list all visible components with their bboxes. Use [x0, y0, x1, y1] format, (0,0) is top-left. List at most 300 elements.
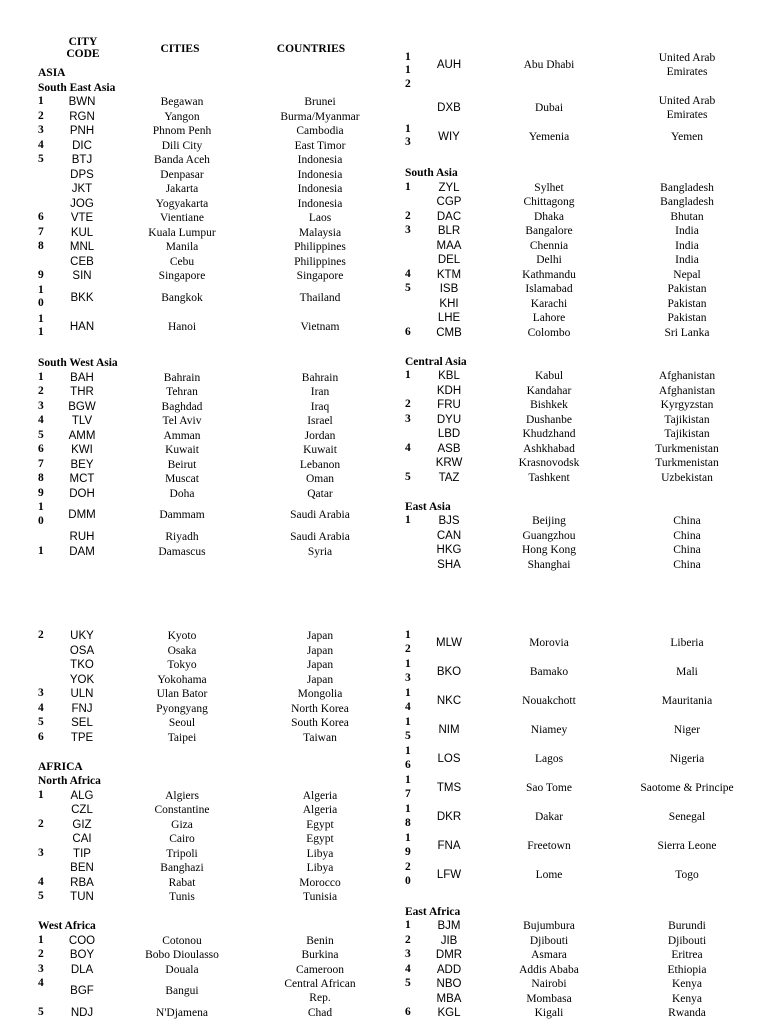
city-cell: Kandahar — [526, 384, 572, 397]
header-cities: CITIES — [160, 43, 200, 55]
city-cell: Morovia — [529, 637, 569, 649]
row-number: 9 — [38, 269, 44, 281]
city-code-cell: KDH — [436, 384, 462, 397]
table-row — [38, 110, 388, 125]
table-row — [405, 543, 755, 558]
city-cell: Amman — [163, 429, 201, 442]
row-number: 3 — [38, 962, 44, 975]
table-row — [38, 182, 388, 197]
section-title: AFRICA — [38, 760, 83, 773]
table-row — [405, 239, 755, 254]
row-number: 3 — [38, 687, 44, 699]
country-cell: Singapore — [296, 270, 344, 282]
table-row — [38, 414, 388, 429]
country-cell: Kyrgyzstan — [660, 399, 714, 411]
city-code-cell: BJS — [438, 515, 460, 527]
city-code-cell: KBL — [438, 370, 460, 382]
country-cell: United Arab Emirates — [658, 51, 716, 78]
city-code-cell: TIP — [73, 847, 91, 860]
row-number: 6 — [38, 443, 44, 455]
city-code-cell: KHI — [439, 297, 459, 310]
city-code-cell: LBD — [437, 428, 461, 440]
country-cell: Nigeria — [669, 753, 705, 765]
city-cell: Tel Aviv — [162, 415, 202, 427]
table-row — [38, 803, 388, 818]
table-row — [38, 371, 388, 386]
city-code-cell: DKR — [436, 811, 462, 823]
row-number: 5 — [38, 716, 44, 728]
table-row — [405, 992, 755, 1007]
city-cell: Dakar — [534, 811, 564, 823]
row-number: 9 — [38, 486, 44, 499]
city-code-cell: ISB — [439, 283, 459, 295]
table-row — [38, 545, 388, 560]
country-cell: Saotome & Principe — [640, 782, 734, 794]
country-cell: Saudi Arabia — [290, 531, 350, 543]
country-cell: India — [675, 225, 699, 237]
table-row — [38, 269, 388, 284]
table-row — [38, 731, 388, 746]
city-code-cell: DLA — [70, 963, 94, 976]
city-cell: Ashkhabad — [523, 442, 575, 455]
country-cell: Vietnam — [300, 320, 340, 333]
city-cell: Chennia — [529, 239, 569, 252]
city-cell: Hanoi — [167, 320, 197, 333]
table-row — [38, 284, 388, 313]
city-code-cell: FRU — [437, 399, 461, 411]
city-cell: Osaka — [167, 644, 197, 657]
row-number: 1 — [38, 95, 44, 107]
city-code-cell: DMM — [68, 509, 96, 521]
country-cell: Afghanistan — [658, 384, 716, 397]
table-row — [38, 702, 388, 717]
table-row — [38, 530, 388, 545]
country-cell: Central African Rep. — [284, 978, 356, 1004]
city-cell: Giza — [171, 818, 193, 831]
city-cell: Lahore — [532, 312, 566, 324]
row-number: 5 — [405, 470, 411, 483]
table-row — [38, 890, 388, 905]
city-code-cell: BOY — [69, 949, 95, 961]
city-cell: Shanghai — [527, 558, 571, 571]
table-row — [38, 197, 388, 212]
row-number: 4 — [405, 962, 411, 975]
city-cell: Vientiane — [159, 212, 204, 224]
city-code-cell: BKK — [70, 291, 94, 304]
table-row — [38, 429, 388, 444]
city-cell: Pyongyang — [156, 702, 208, 715]
row-number: 2 — [38, 109, 44, 122]
city-code-cell: LFW — [436, 869, 462, 881]
table-row — [405, 803, 755, 832]
row-number: 3 — [38, 846, 44, 859]
city-code-cell: BEN — [70, 862, 94, 874]
country-cell: Togo — [675, 869, 699, 881]
country-cell: Liberia — [670, 637, 704, 649]
table-row — [405, 832, 755, 861]
city-cell: Kyoto — [167, 630, 197, 642]
city-cell: Lome — [535, 869, 563, 881]
city-cell: Doha — [169, 487, 195, 500]
country-cell: Qatar — [307, 487, 333, 500]
table-row — [38, 240, 388, 255]
row-number: 1 6 — [405, 745, 411, 771]
city-cell: Addis Ababa — [519, 963, 579, 976]
region-heading: South West Asia — [38, 357, 118, 369]
table-row — [38, 687, 388, 702]
country-cell: Turkmenistan — [655, 457, 719, 469]
city-code-cell: DIC — [72, 139, 92, 152]
row-number: 1 — [405, 369, 411, 381]
table-row — [405, 94, 755, 123]
city-cell: Riyadh — [165, 531, 199, 543]
country-cell: Philippines — [294, 241, 346, 253]
row-number: 8 — [38, 240, 44, 252]
country-cell: China — [673, 558, 701, 571]
city-code-cell: BWN — [68, 96, 96, 108]
country-cell: Morocco — [299, 876, 341, 889]
city-cell: Kuala Lumpur — [148, 226, 216, 239]
city-cell: Mombasa — [526, 992, 572, 1005]
city-code-cell: BGF — [70, 985, 94, 997]
country-cell: Pakistan — [667, 283, 707, 295]
city-code-cell: VTE — [70, 212, 94, 224]
table-row — [38, 168, 388, 183]
country-cell: Nepal — [673, 268, 701, 281]
country-cell: Indonesia — [297, 168, 343, 181]
region-heading: South Asia — [405, 167, 458, 179]
country-cell: Afghanistan — [658, 370, 716, 382]
row-number: 4 — [38, 138, 44, 151]
country-cell: Laos — [308, 212, 332, 224]
spacer — [405, 152, 755, 167]
row-number: 1 7 — [405, 774, 411, 800]
city-code-cell: MAA — [436, 239, 462, 252]
city-cell: Denpasar — [160, 168, 204, 181]
city-cell: Banda Aceh — [154, 154, 210, 166]
city-code-cell: RUH — [69, 531, 95, 543]
country-cell: Malaysia — [298, 226, 342, 239]
table-row — [405, 514, 755, 529]
row-number: 3 — [405, 948, 411, 960]
row-number: 3 — [405, 412, 411, 425]
country-cell: China — [673, 529, 701, 542]
table-row — [38, 658, 388, 673]
row-number: 1 2 — [405, 629, 411, 655]
country-cell: Bahrain — [301, 371, 339, 384]
city-cell: Seoul — [168, 717, 196, 729]
table-row — [38, 211, 388, 226]
country-cell: Syria — [307, 545, 333, 558]
table-row — [38, 977, 388, 1006]
city-code-cell: DEL — [437, 254, 461, 266]
row-number: 2 — [405, 933, 411, 946]
region-heading: East Asia — [405, 500, 451, 513]
row-number: 5 — [38, 153, 44, 165]
city-cell: Ulan Bator — [156, 688, 208, 700]
city-code-cell: HAN — [69, 320, 95, 333]
city-code-cell: JOG — [70, 197, 94, 210]
table-row — [405, 181, 755, 196]
country-cell: Oman — [305, 473, 335, 485]
city-code-cell: JKT — [71, 183, 93, 195]
country-cell: Algeria — [302, 804, 338, 816]
city-code-cell: CEB — [70, 255, 94, 268]
row-number: 2 — [405, 209, 411, 222]
city-code-cell: FNA — [437, 840, 461, 852]
country-cell: Tunisia — [302, 891, 338, 903]
country-cell: Rwanda — [668, 1007, 706, 1019]
table-row — [405, 456, 755, 471]
asia-africa-table-left — [38, 629, 388, 1021]
table-row — [405, 919, 755, 934]
city-code-cell: DYU — [436, 413, 462, 426]
city-cell: Bangkok — [161, 291, 203, 304]
table-row — [38, 861, 388, 876]
country-cell: Cameroon — [296, 963, 344, 976]
city-code-cell: DAC — [436, 210, 462, 223]
row-number: 3 — [405, 224, 411, 236]
country-cell: Bangladesh — [660, 196, 714, 208]
row-number: 1 — [405, 514, 411, 526]
city-cell: Tehran — [166, 386, 198, 398]
city-cell: Guangzhou — [522, 529, 576, 542]
city-code-cell: ADD — [436, 963, 462, 976]
table-row — [405, 558, 755, 573]
africa-table-right — [405, 629, 755, 1021]
table-row — [38, 400, 388, 415]
table-row — [38, 443, 388, 458]
table-row — [38, 226, 388, 241]
country-cell: Philippines — [294, 255, 346, 268]
city-cell: Damascus — [158, 545, 206, 558]
city-code-cell: SHA — [437, 558, 461, 571]
city-code-cell: BAH — [70, 371, 94, 384]
city-code-cell: CZL — [71, 804, 93, 816]
table-row — [405, 745, 755, 774]
table-row — [38, 501, 388, 530]
table-row — [38, 1006, 388, 1021]
row-number: 1 5 — [405, 716, 411, 742]
city-cell: Dubai — [534, 101, 564, 114]
table-row — [405, 268, 755, 283]
city-cell: Cotonou — [162, 934, 202, 947]
country-cell: Uzbekistan — [661, 471, 713, 484]
table-row — [38, 472, 388, 487]
country-cell: Thailand — [299, 291, 341, 304]
city-code-cell: KRW — [435, 457, 463, 469]
table-row — [38, 644, 388, 659]
country-cell: North Korea — [291, 702, 349, 715]
table-row — [38, 934, 388, 949]
city-cell: Tripoli — [166, 847, 198, 860]
table-row — [38, 673, 388, 688]
city-cell: N'Djamena — [156, 1007, 208, 1019]
row-number: 6 — [38, 730, 44, 743]
spacer — [405, 890, 755, 905]
table-row — [405, 413, 755, 428]
city-code-cell: DOH — [69, 487, 95, 500]
country-cell: Kuwait — [303, 444, 337, 456]
country-cell: Lebanon — [299, 458, 341, 471]
city-code-cell: OSA — [69, 644, 95, 657]
table-row — [38, 876, 388, 891]
city-code-cell: KTM — [436, 268, 462, 281]
table-row — [38, 847, 388, 862]
city-code-cell: RGN — [69, 110, 95, 123]
table-row — [405, 861, 755, 890]
city-cell: Singapore — [158, 270, 206, 282]
city-code-cell: SEL — [71, 717, 93, 729]
table-row — [38, 385, 388, 400]
row-number: 2 — [38, 948, 44, 960]
table-row — [405, 195, 755, 210]
country-cell: Japan — [306, 659, 334, 671]
city-code-cell: THR — [70, 386, 94, 398]
city-cell: Dammam — [159, 509, 205, 521]
city-code-cell: ZYL — [438, 181, 460, 194]
row-number: 1 — [38, 933, 44, 946]
country-cell: Libya — [306, 847, 334, 860]
table-row — [405, 948, 755, 963]
city-cell: Kabul — [534, 370, 564, 382]
city-cell: Douala — [165, 963, 199, 976]
city-cell: Bishkek — [530, 399, 568, 411]
table-row — [405, 963, 755, 978]
city-code-cell: NBO — [436, 978, 462, 990]
row-number: 5 — [38, 1006, 44, 1018]
city-cell: Karachi — [530, 297, 568, 310]
city-code-cell: SIN — [72, 270, 92, 282]
country-cell: Indonesia — [297, 197, 343, 210]
row-number: 7 — [38, 457, 44, 470]
city-code-cell: WIY — [438, 130, 460, 143]
row-number: 1 1 2 — [405, 50, 411, 90]
spacer — [38, 905, 388, 920]
country-cell: Djibouti — [667, 934, 707, 947]
table-row — [405, 210, 755, 225]
city-cell: Bujumbura — [523, 920, 575, 932]
table-row — [38, 716, 388, 731]
city-cell: Sylhet — [534, 181, 564, 194]
city-code-cell: KWI — [71, 444, 93, 456]
city-cell: Phnom Penh — [152, 125, 212, 137]
table-row — [38, 95, 388, 110]
city-cell: Yokohama — [157, 673, 207, 686]
country-cell: Benin — [306, 934, 334, 947]
row-number: 1 4 — [405, 687, 411, 713]
city-cell: Islamabad — [525, 283, 573, 295]
country-cell: Libya — [306, 862, 334, 874]
table-row — [38, 313, 388, 342]
row-number: 1 8 — [405, 803, 411, 829]
city-cell: Banghazi — [160, 862, 204, 874]
city-code-cell: CAN — [436, 529, 462, 542]
spacer — [38, 342, 388, 357]
table-row — [38, 789, 388, 804]
table-row — [405, 471, 755, 486]
city-code-cell: TUN — [70, 891, 94, 903]
city-code-cell: BTJ — [71, 154, 93, 166]
city-cell: Tashkent — [528, 471, 570, 484]
country-cell: United Arab Emirates — [658, 94, 716, 121]
region-heading: South East Asia — [38, 81, 116, 94]
city-cell: Muscat — [165, 473, 199, 485]
country-cell: Mauritania — [661, 695, 713, 707]
table-row — [38, 948, 388, 963]
country-cell: Egypt — [306, 833, 334, 845]
city-code-cell: TKO — [70, 659, 94, 671]
row-number: 1 9 — [405, 832, 411, 858]
region-heading: West Africa — [38, 920, 96, 932]
country-cell: Pakistan — [667, 312, 707, 324]
city-cell: Manila — [165, 241, 199, 253]
city-cell: Beijing — [532, 515, 566, 527]
table-row — [405, 297, 755, 312]
table-header — [38, 36, 388, 78]
city-cell: Abu Dhabi — [523, 58, 575, 71]
country-cell: Sierra Leone — [657, 840, 717, 852]
country-cell: Saudi Arabia — [290, 509, 350, 521]
country-cell: Cambodia — [296, 125, 344, 137]
city-code-cell: PNH — [69, 125, 95, 137]
city-cell: Sao Tome — [526, 782, 572, 794]
city-code-cell: BKO — [436, 666, 462, 678]
city-code-cell: RBA — [70, 876, 94, 889]
country-cell: Japan — [306, 630, 334, 642]
row-number: 2 — [38, 817, 44, 830]
region-heading: North Africa — [38, 775, 101, 787]
country-cell: Turkmenistan — [655, 442, 719, 455]
table-row — [405, 529, 755, 544]
city-cell: Algiers — [165, 789, 199, 802]
city-cell: Baghdad — [161, 400, 203, 413]
table-row — [405, 716, 755, 745]
city-cell: Bahrain — [163, 371, 201, 384]
asia-table-left — [38, 36, 388, 559]
table-row — [405, 398, 755, 413]
city-code-cell: YOK — [69, 673, 95, 686]
city-code-cell: NDJ — [70, 1007, 94, 1019]
city-code-cell: COO — [68, 934, 96, 947]
city-code-cell: BEY — [70, 458, 94, 471]
city-code-cell: NIM — [438, 724, 460, 736]
city-cell: Tunis — [169, 891, 195, 903]
city-cell: Chittagong — [523, 196, 575, 208]
country-cell: Senegal — [668, 811, 706, 823]
city-code-cell: BLR — [437, 225, 461, 237]
country-cell: Algeria — [302, 789, 338, 802]
row-number: 4 — [38, 701, 44, 714]
country-cell: Indonesia — [297, 154, 343, 166]
city-code-cell: TMS — [436, 782, 462, 794]
city-code-cell: FNJ — [71, 702, 93, 715]
country-cell: Yemen — [670, 130, 704, 143]
row-number: 2 — [38, 629, 44, 641]
country-cell: South Korea — [291, 717, 349, 729]
table-row — [405, 51, 755, 94]
city-cell: Freetown — [527, 840, 571, 852]
city-code-cell: BGW — [68, 400, 96, 413]
country-cell: Burundi — [668, 920, 706, 932]
row-number: 1 — [38, 370, 44, 383]
city-code-cell: BJM — [437, 920, 461, 932]
city-cell: Constantine — [154, 804, 210, 816]
city-code-cell: CMB — [436, 326, 462, 339]
city-code-cell: DPS — [70, 168, 94, 181]
city-code-cell: MNL — [69, 241, 95, 253]
city-code-cell: NKC — [436, 695, 462, 707]
